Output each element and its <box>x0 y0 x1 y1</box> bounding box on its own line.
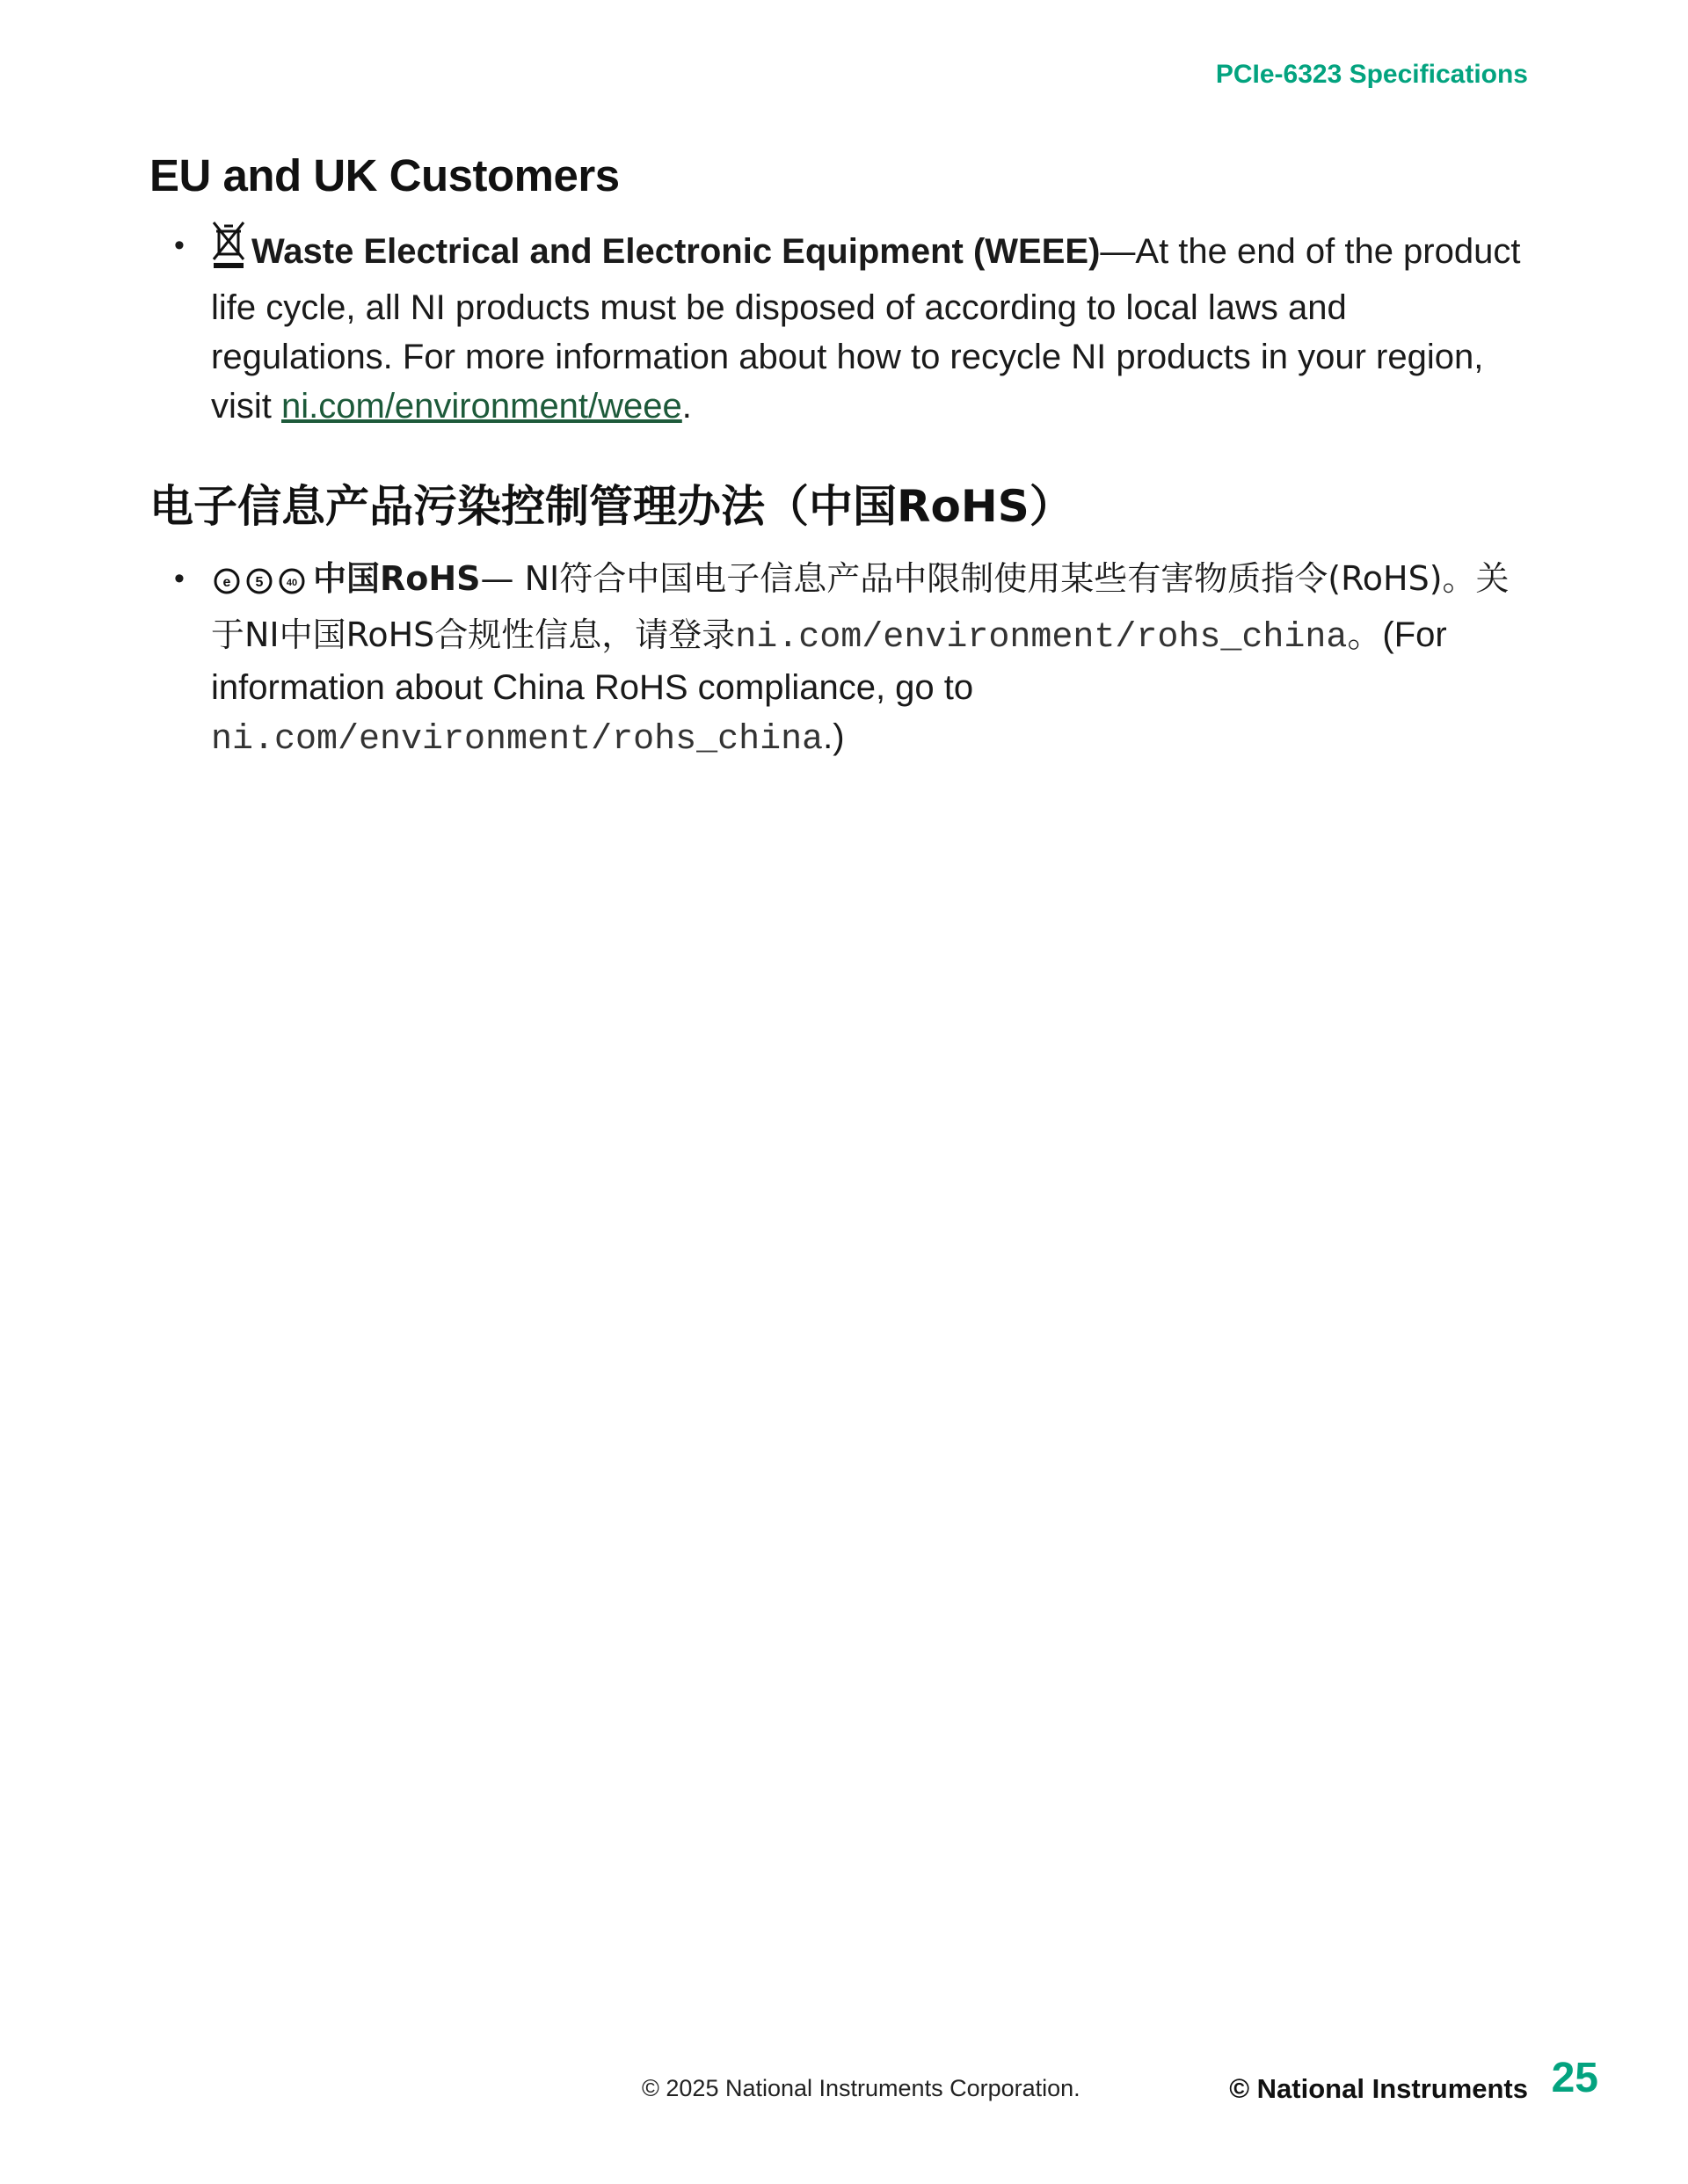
section-heading-china-rohs: 电子信息产品污染控制管理办法（中国RoHS） <box>149 481 1073 532</box>
weee-description: —At the end of the product life cycle, all NI products must be disposed of according to local laws and regulations. For more information about how to recycle NI products in your region, visit <box>211 232 1521 426</box>
page-content <box>149 149 1530 765</box>
china-rohs-end: .) <box>823 717 845 756</box>
china-rohs-url-1: ni.com/environment/rohs_china <box>735 618 1348 658</box>
china-rohs-term: 中国RoHS <box>313 559 481 598</box>
weee-link[interactable]: ni.com/environment/weee <box>281 387 682 426</box>
svg-text:5: 5 <box>255 575 264 590</box>
page-number: 25 <box>1551 2055 1598 2101</box>
china-rohs-english-note: 。(For information about China RoHS compliance, go to <box>211 615 1447 707</box>
bullet: • <box>174 229 185 262</box>
footer-brand: © National Instruments <box>1229 2073 1528 2104</box>
weee-term: Waste Electrical and Electronic Equipment (WEEE) <box>251 232 1101 271</box>
china-list <box>149 554 1530 765</box>
list-item-china-rohs <box>149 554 1530 765</box>
section-heading-eu-uk: EU and UK Customers <box>149 150 620 200</box>
running-header-title: PCIe-6323 Specifications <box>1215 60 1528 89</box>
bullet: • <box>174 562 185 595</box>
svg-text:40: 40 <box>286 578 298 588</box>
svg-text:e: e <box>222 575 231 590</box>
china-rohs-marks-icon <box>211 561 308 610</box>
weee-crossed-bin-icon <box>211 221 246 283</box>
list-item-weee <box>149 221 1530 431</box>
china-rohs-url-2: ni.com/environment/rohs_china <box>211 720 824 760</box>
eu-list <box>149 221 1530 431</box>
footer-copyright: © 2025 National Instruments Corporation. <box>642 2075 1080 2101</box>
weee-end: . <box>681 387 692 426</box>
china-rohs-description: — NI符合中国电子信息产品中限制使用某些有害物质指令(RoHS)。关于NI中国RoHS合规性信息，请登录 <box>211 559 1510 654</box>
